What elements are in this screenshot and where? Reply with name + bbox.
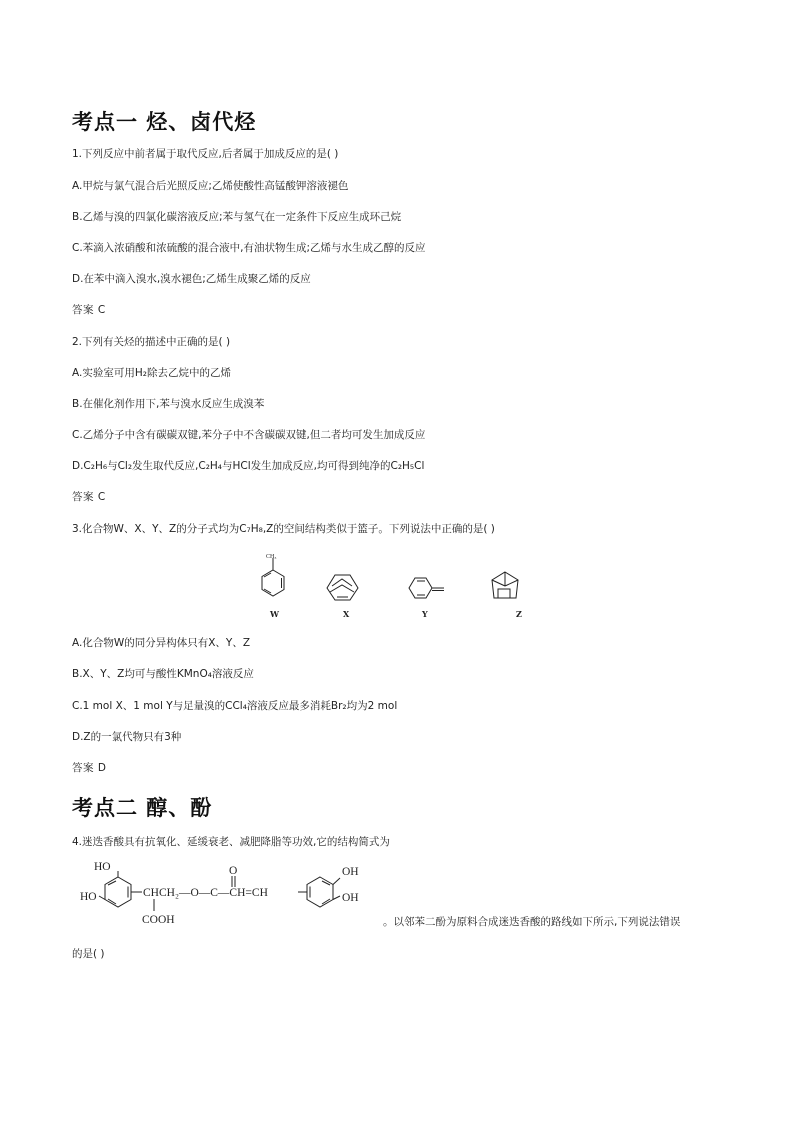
question-1-option-b: B.乙烯与溴的四氯化碳溶液反应;苯与氢气在一定条件下反应生成环己烷 [72,211,402,223]
question-1-option-a: A.甲烷与氯气混合后光照反应;乙烯使酸性高锰酸钾溶液褪色 [72,180,349,192]
structure-y-diene [409,578,444,598]
formula-ho-left: HO [80,891,97,903]
question-2-answer: 答案 C [72,491,106,503]
methyl-label: CH₃ [266,554,277,560]
question-1-option-d: D.在苯中滴入溴水,溴水褪色;乙烯生成聚乙烯的反应 [72,273,311,285]
formula-oh-right: OH [342,892,359,904]
question-3-option-b: B.X、Y、Z均可与酸性KMnO₄溶液反应 [72,668,254,680]
formula-oh-top: OH [342,866,359,878]
question-2-option-b: B.在催化剂作用下,苯与溴水反应生成溴苯 [72,398,265,410]
formula-chain: CHCH₂—O—C—CH=CH [143,887,268,899]
formula-cooh: COOH [142,914,175,926]
question-1-stem: 1.下列反应中前者属于取代反应,后者属于加成反应的是( ) [72,148,339,160]
formula-ho-top: HO [94,861,111,873]
structure-label-y: Y [422,609,428,619]
question-2-stem: 2.下列有关烃的描述中正确的是( ) [72,336,231,348]
section-heading-2: 考点二 醇、酚 [72,795,213,820]
structure-label-z: Z [516,609,522,619]
question-1-option-c: C.苯滴入浓硝酸和浓硫酸的混合液中,有油状物生成;乙烯与水生成乙醇的反应 [72,242,426,254]
section-heading-1: 考点一 烃、卤代烃 [72,109,257,134]
question-4-continued: 。以邻苯二酚为原料合成迷迭香酸的路线如下所示,下列说法错误 [383,916,681,928]
structure-diagrams [240,548,560,623]
formula-carbonyl-o: O [229,865,238,877]
question-2-option-a: A.实验室可用H₂除去乙烷中的乙烯 [72,367,231,379]
structure-label-w: W [270,609,279,619]
structure-x-bicyclic [327,575,358,600]
question-4-stem: 4.迷迭香酸具有抗氧化、延缓衰老、减肥降脂等功效,它的结构简式为 [72,836,390,848]
question-2-option-d: D.C₂H₆与Cl₂发生取代反应,C₂H₄与HCl发生加成反应,均可得到纯净的C₂H₅Cl [72,460,425,472]
structure-label-x: X [343,609,350,619]
question-3-option-d: D.Z的一氯代物只有3种 [72,731,182,743]
question-4-tail: 的是( ) [72,948,105,960]
question-1-answer: 答案 C [72,304,106,316]
question-3-stem: 3.化合物W、X、Y、Z的分子式均为C₇H₈,Z的空间结构类似于篮子。下列说法中正确的是( ) [72,523,495,535]
question-3-option-c: C.1 mol X、1 mol Y与足量溴的CCl₄溶液反应最多消耗Br₂均为2 mol [72,700,398,712]
question-3-answer: 答案 D [72,762,107,774]
structure-z-cage [492,572,518,598]
structure-w-toluene [262,558,284,596]
question-2-option-c: C.乙烯分子中含有碳碳双键,苯分子中不含碳碳双键,但二者均可发生加成反应 [72,429,426,441]
question-3-option-a: A.化合物W的同分异构体只有X、Y、Z [72,637,251,649]
rosmarinic-acid-formula [72,858,382,930]
